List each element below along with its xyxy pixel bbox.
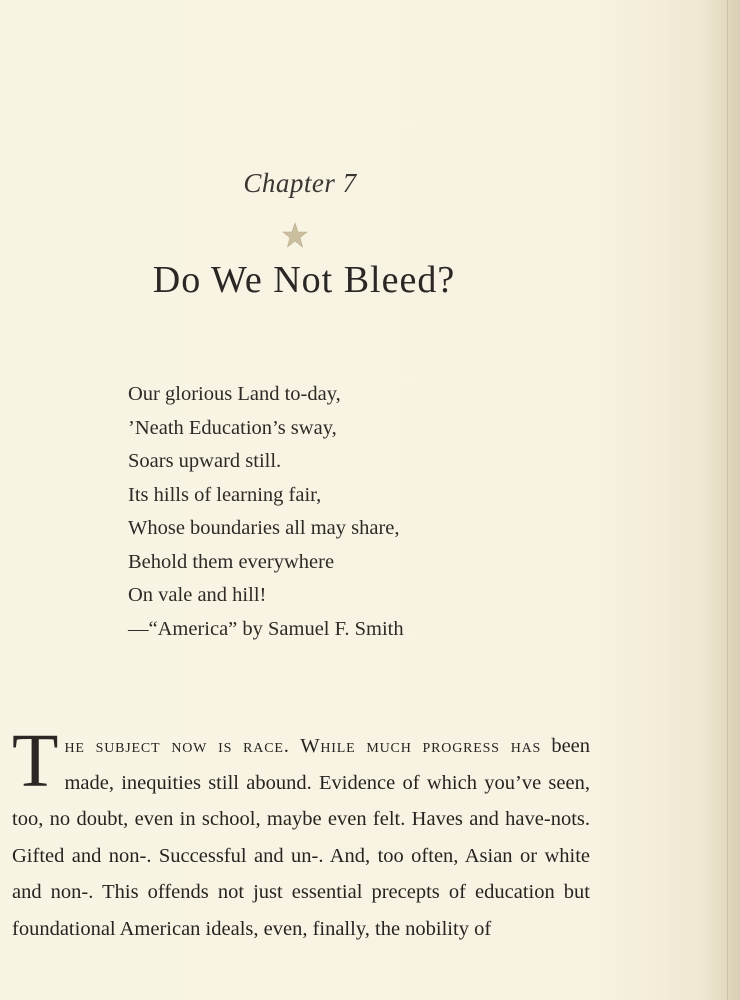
page-edge-shadow (700, 0, 740, 1000)
epigraph-line: Whose boundaries all may share, (128, 517, 400, 539)
epigraph-line: Its hills of learning fair, (128, 483, 322, 506)
epigraph-line: Behold them everywhere (128, 550, 335, 573)
epigraph-attribution: —“America” by Samuel F. Smith (128, 617, 404, 640)
chapter-label: Chapter 7 (243, 168, 357, 198)
epigraph-line: Soars upward still. (128, 450, 282, 472)
body-text: been made, inequities still abound. Evidence of which you’ve seen, too, no doubt, even in school, maybe even felt. Haves and have-nots. Gifted and non-. Successful and un-. And, too often, Asian or white and non-. This offends not just essential precepts of education but foundational American ideals, even, finally, the nobility of (12, 735, 591, 940)
body-paragraph (12, 719, 591, 947)
epigraph (128, 378, 548, 646)
page-edge-line (727, 0, 728, 1000)
lead-in-small-caps: he subject now is race. While much progress has (64, 735, 542, 757)
epigraph-line: On vale and hill! (128, 584, 267, 606)
drop-cap: T (12, 719, 59, 803)
chapter-title: Do We Not Bleed? (152, 259, 456, 301)
epigraph-line: Our glorious Land to-day, (128, 383, 341, 405)
star-icon (282, 222, 308, 248)
epigraph-line: ’Neath Education’s sway, (128, 416, 337, 439)
